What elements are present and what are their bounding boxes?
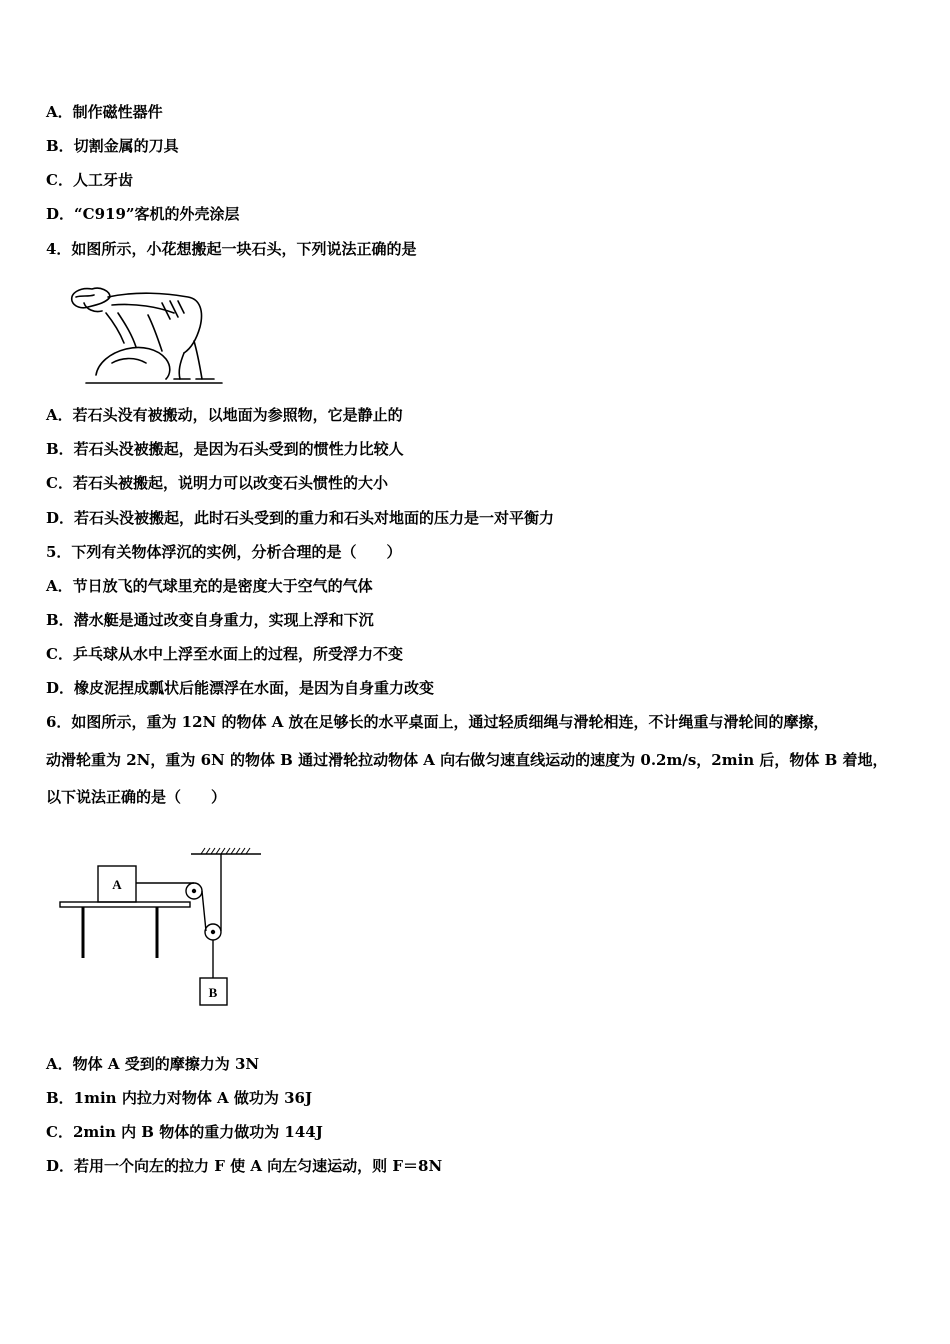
q4-option-d: D．若石头没被搬起，此时石头受到的重力和石头对地面的压力是一对平衡力 [46,509,555,527]
block-b-label: B [208,985,218,1000]
q4-option-c: C．若石头被搬起，说明力可以改变石头惯性的大小 [46,474,388,492]
q4-option-b: B．若石头没被搬起，是因为石头受到的惯性力比较人 [46,440,404,458]
q6-stem-line-2: 动滑轮重为 2N，重为 6N 的物体 B 通过滑轮拉动物体 A 向右做匀速直线运动的速度为 0.2m/s，2min 后，物体 B 着地， [46,751,888,769]
q5-option-b: B．潜水艇是通过改变自身重力，实现上浮和下沉 [46,611,374,629]
q6-option-d: D．若用一个向左的拉力 F 使 A 向左匀速运动，则 F＝8N [46,1157,443,1175]
q5-option-d: D．橡皮泥捏成瓢状后能漂浮在水面，是因为自身重力改变 [46,679,435,697]
q3-option-d: D．“C919”客机的外壳涂层 [46,205,240,223]
q4-option-a: A．若石头没有被搬动，以地面为参照物，它是静止的 [46,406,403,424]
q6-option-a: A．物体 A 受到的摩擦力为 3N [46,1055,260,1073]
q4-stem: 4．如图所示，小花想搬起一块石头，下列说法正确的是 [46,240,417,258]
q5-option-a: A．节日放飞的气球里充的是密度大于空气的气体 [46,577,373,595]
q6-stem-line-1: 6．如图所示，重为 12N 的物体 A 放在足够长的水平桌面上，通过轻质细绳与滑轮相连，不计绳重与滑轮间的摩擦， [46,713,829,731]
q3-option-a: A．制作磁性器件 [46,103,163,121]
block-a-label: A [112,877,122,892]
girl-lifting-stone-figure [66,283,226,389]
q5-option-c: C．乒乓球从水中上浮至水面上的过程，所受浮力不变 [46,645,403,663]
q6-stem-line-3: 以下说法正确的是（ ） [46,788,227,806]
q3-option-c: C．人工牙齿 [46,171,133,189]
q3-option-b: B．切割金属的刀具 [46,137,179,155]
q6-option-c: C．2min 内 B 物体的重力做功为 144J [46,1123,323,1141]
pulley-system-figure [55,840,270,1015]
q6-option-b: B．1min 内拉力对物体 A 做功为 36J [46,1089,313,1107]
q5-stem: 5．下列有关物体浮沉的实例，分析合理的是（ ） [46,543,402,561]
